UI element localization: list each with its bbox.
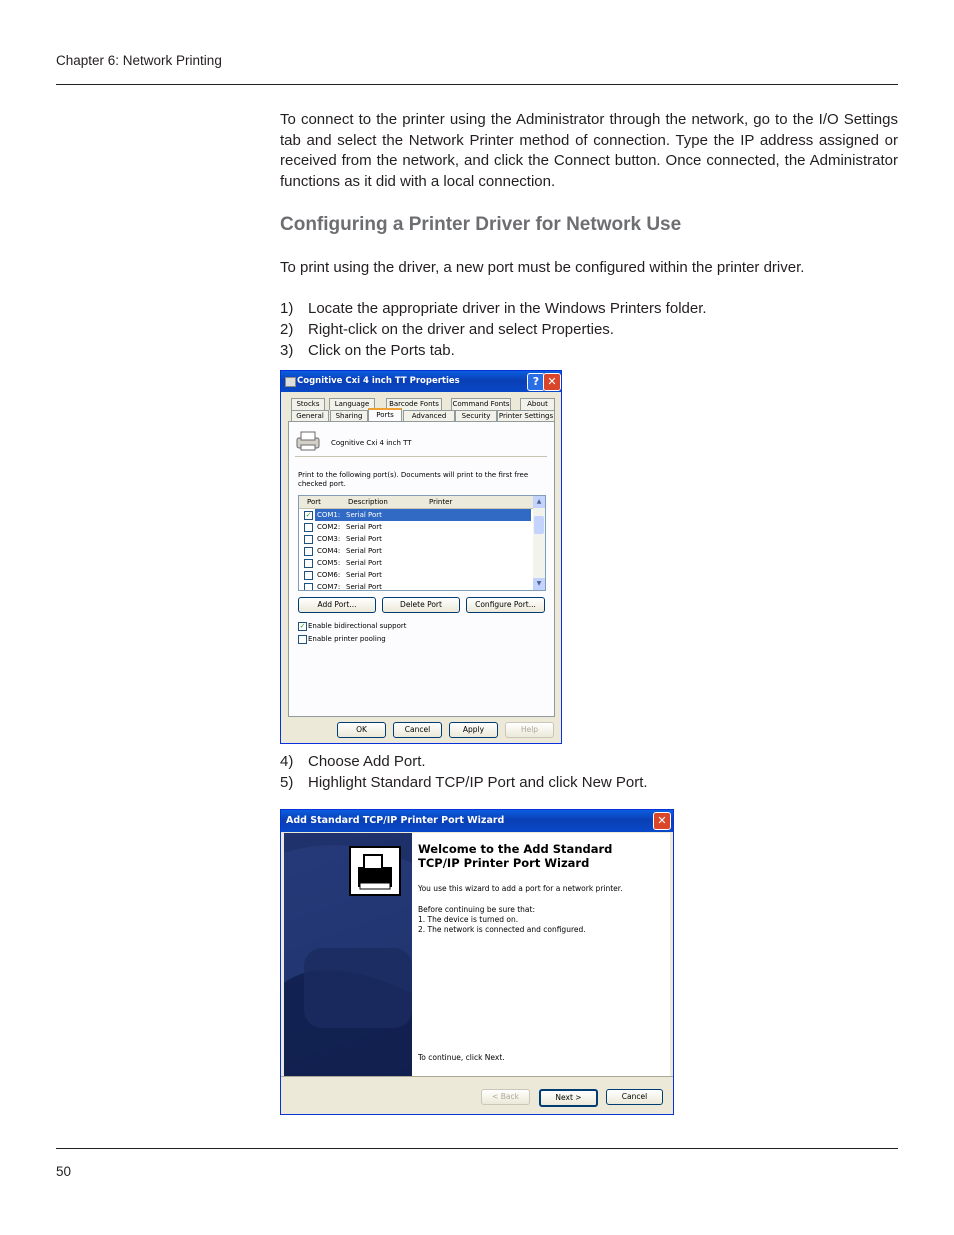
delete-port-button[interactable]: Delete Port: [382, 597, 460, 613]
table-row[interactable]: [299, 581, 533, 591]
ports-listview[interactable]: [298, 495, 546, 591]
footer-rule: [56, 1148, 898, 1149]
step-item: [280, 298, 707, 319]
wizard-side-banner: [284, 833, 412, 1076]
port-checkbox[interactable]: [304, 583, 313, 591]
port-description: Serial Port: [346, 547, 382, 555]
step-number: 5): [280, 774, 294, 791]
welcome-line-1: Welcome to the Add Standard: [418, 842, 613, 856]
steps-list-2: [280, 751, 648, 793]
requirement-1: 1. The device is turned on.: [418, 915, 519, 924]
step-item: [280, 319, 707, 340]
section-heading: Configuring a Printer Driver for Network Use: [280, 214, 682, 235]
before-continuing: Before continuing be sure that:: [418, 905, 535, 914]
tab-advanced[interactable]: Advanced: [403, 410, 455, 422]
step-text: Right-click on the driver and select Properties.: [308, 321, 614, 338]
table-row[interactable]: [299, 557, 533, 569]
printer-properties-dialog: [280, 370, 562, 744]
step-number: 1): [280, 300, 294, 317]
table-row[interactable]: [299, 545, 533, 557]
port-description: Serial Port: [346, 583, 382, 591]
back-button[interactable]: < Back: [481, 1089, 530, 1105]
port-description: Serial Port: [346, 511, 382, 519]
cancel-button[interactable]: Cancel: [393, 722, 442, 738]
dialog-titlebar: [281, 810, 673, 832]
next-button[interactable]: Next >: [539, 1089, 598, 1107]
table-row[interactable]: [299, 521, 533, 533]
table-row[interactable]: [299, 509, 533, 521]
tab-general[interactable]: General: [291, 410, 329, 422]
port-name: COM2:: [317, 523, 341, 531]
table-row[interactable]: [299, 533, 533, 545]
printer-watermark-icon: [284, 833, 412, 1076]
bidirectional-checkbox[interactable]: ✓: [299, 622, 306, 630]
chapter-header: Chapter 6: Network Printing: [56, 53, 222, 68]
step-number: 4): [280, 753, 294, 770]
ports-tab-panel: [288, 421, 555, 717]
port-name: COM4:: [317, 547, 341, 555]
tcpip-port-wizard-dialog: [280, 809, 674, 1115]
port-name: COM5:: [317, 559, 341, 567]
steps-list-1: [280, 298, 707, 361]
close-icon[interactable]: ✕: [543, 373, 561, 391]
wizard-content: [412, 833, 670, 1076]
separator: [295, 456, 547, 457]
requirement-2: 2. The network is connected and configured.: [418, 925, 586, 934]
cancel-button[interactable]: Cancel: [606, 1089, 663, 1105]
header-rule: [56, 84, 898, 85]
vertical-scrollbar[interactable]: [533, 496, 545, 590]
port-checkbox[interactable]: ✓: [305, 511, 312, 519]
tab-language[interactable]: Language: [329, 398, 375, 410]
welcome-line-2: TCP/IP Printer Port Wizard: [418, 856, 590, 870]
port-name: COM3:: [317, 535, 341, 543]
printer-name: Cognitive Cxi 4 inch TT: [331, 439, 412, 447]
pooling-label: Enable printer pooling: [308, 635, 386, 643]
close-icon[interactable]: ✕: [653, 812, 671, 830]
column-port[interactable]: Port: [307, 498, 321, 506]
page-number: 50: [56, 1164, 72, 1179]
tab-barcode-fonts[interactable]: Barcode Fonts: [386, 398, 442, 410]
step-item: [280, 772, 648, 793]
step-item: [280, 340, 707, 361]
continue-instruction: To continue, click Next.: [418, 1053, 505, 1062]
step-text: Locate the appropriate driver in the Windows Printers folder.: [308, 300, 707, 317]
pooling-checkbox[interactable]: [298, 635, 307, 644]
port-checkbox[interactable]: [304, 559, 313, 568]
port-name: COM1:: [317, 511, 341, 519]
port-checkbox[interactable]: [304, 523, 313, 532]
port-name: COM6:: [317, 571, 341, 579]
tab-sharing[interactable]: Sharing: [330, 410, 368, 422]
port-checkbox[interactable]: [304, 571, 313, 580]
tab-ports[interactable]: Ports: [368, 408, 402, 423]
printer-icon: [295, 430, 321, 452]
ok-button[interactable]: OK: [337, 722, 386, 738]
port-description: Serial Port: [346, 559, 382, 567]
configure-port-button[interactable]: Configure Port...: [466, 597, 545, 613]
driver-paragraph: To print using the driver, a new port must be configured within the printer driver.: [280, 259, 805, 276]
add-port-button[interactable]: Add Port...: [298, 597, 376, 613]
tab-security[interactable]: Security: [455, 410, 497, 422]
ports-instruction: Print to the following port(s). Documents will print to the first free: [298, 471, 529, 479]
help-button[interactable]: Help: [505, 722, 554, 738]
table-row[interactable]: [299, 569, 533, 581]
help-titlebar-button[interactable]: ?: [527, 373, 545, 391]
tab-about[interactable]: About: [520, 398, 555, 410]
scroll-thumb[interactable]: [534, 516, 544, 534]
step-text: Choose Add Port.: [308, 753, 426, 770]
printer-icon: [285, 377, 296, 387]
step-item: [280, 751, 648, 772]
welcome-title: [418, 842, 612, 870]
apply-button[interactable]: Apply: [449, 722, 498, 738]
scroll-up-icon[interactable]: ▲: [533, 496, 545, 508]
scroll-down-icon[interactable]: ▼: [533, 578, 545, 590]
port-checkbox[interactable]: [304, 535, 313, 544]
port-description: Serial Port: [346, 571, 382, 579]
port-description: Serial Port: [346, 535, 382, 543]
port-checkbox[interactable]: [304, 547, 313, 556]
step-text: Click on the Ports tab.: [308, 342, 455, 359]
dialog-title: Add Standard TCP/IP Printer Port Wizard: [286, 815, 505, 826]
column-printer[interactable]: Printer: [429, 498, 453, 506]
port-description: Serial Port: [346, 523, 382, 531]
wizard-footer: [281, 1076, 673, 1115]
tab-command-fonts[interactable]: Command Fonts: [452, 400, 510, 408]
column-description[interactable]: Description: [348, 498, 388, 506]
dialog-title: Cognitive Cxi 4 inch TT Properties: [297, 376, 460, 386]
port-name: COM7:: [317, 583, 341, 591]
wizard-description: You use this wizard to add a port for a network printer.: [418, 884, 623, 893]
intro-paragraph: To connect to the printer using the Administrator through the network, go to the I/O Settings tab and select the Network Printer method of connection. Type the IP address assigned or received from the network, and click the Connect button. Once connected, the Administrator functions as it did with a local connection.: [280, 111, 898, 190]
list-header: [299, 496, 533, 509]
ports-instruction-2: checked port.: [298, 480, 346, 488]
step-number: 2): [280, 321, 294, 338]
step-number: 3): [280, 342, 294, 359]
tab-stocks[interactable]: Stocks: [291, 398, 325, 410]
tab-printer-settings[interactable]: Printer Settings: [498, 412, 554, 420]
step-text: Highlight Standard TCP/IP Port and click New Port.: [308, 774, 648, 791]
bidirectional-label: Enable bidirectional support: [308, 622, 407, 630]
dialog-titlebar: [281, 371, 561, 392]
